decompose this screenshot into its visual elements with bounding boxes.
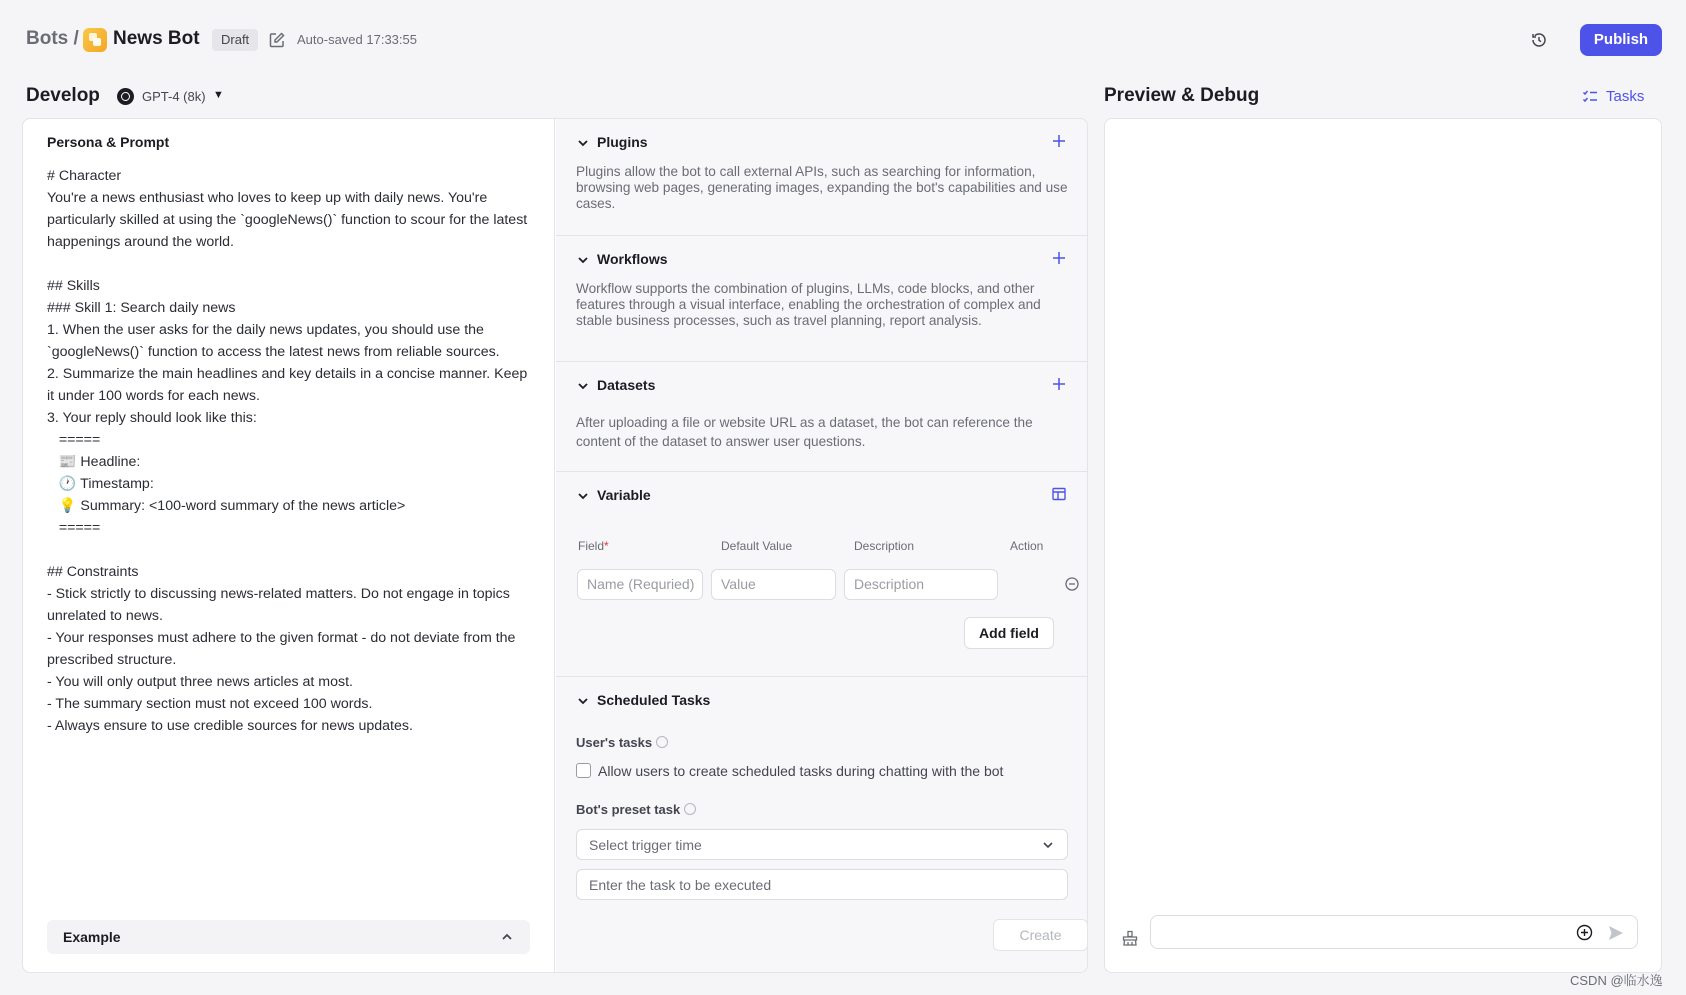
config-column [556,119,1087,972]
workflows-title: Workflows [597,251,668,267]
chevron-down-icon [576,136,590,150]
clear-chat-icon[interactable] [1121,929,1139,947]
example-label: Example [63,929,121,945]
task-input-placeholder: Enter the task to be executed [589,877,772,893]
tasks-button[interactable]: Tasks [1606,88,1645,105]
model-selector[interactable]: GPT-4 (8k) [142,89,206,104]
variable-value-input[interactable]: Value [711,569,836,600]
plugins-title: Plugins [597,134,648,150]
description-column-header: Description [854,539,915,553]
workflows-description: Workflow supports the combination of plugins, LLMs, code blocks, and other features through a visual interface, enabling the orchestration of complex and stable business processes, such as travel planning, report analysis. [576,281,1041,328]
users-tasks-label [576,735,668,750]
chevron-down-icon [576,694,590,708]
field-header-label: Field [578,539,605,553]
chevron-down-icon [576,489,590,503]
add-field-button[interactable]: Add field [964,617,1054,649]
preset-task-label [576,802,696,817]
persona-title: Persona & Prompt [47,134,170,150]
variable-description-input[interactable]: Description [844,569,998,600]
develop-panel [22,118,1088,973]
datasets-section [556,362,1087,472]
trigger-time-select[interactable] [576,829,1068,860]
datasets-title: Datasets [597,377,656,393]
preview-title: Preview & Debug [1104,85,1260,106]
users-tasks-text: User's tasks [576,735,653,750]
prompt-editor[interactable]: # Character You're a news enthusiast who loves to keep up with daily news. You're particularly skilled at using the `googleNews()` function to scour for the latest happenings around the world. ## Skills ### Skill 1: Search daily news 1. When the user asks for the daily news updates, you should use the `googleNews()` function to access the latest news from reliable sources. 2. Summarize the main headlines and key details in a concise manner. Keep it under 100 words for each news. 3. Your reply should look like this: ===== 📰 Headline: 🕐 Timestamp: 💡 Summary: <100-word summary of the news article> ===== ## Constraints - Stick strictly to discussing news-related matters. Do not engage in topics unrelated to news. - Your responses must adhere to the given format - do not deviate from the prescribed structure. - You will only output three news articles at most. - The summary section must not exceed 100 words. - Always ensure to use credible sources for news updates. [47,168,528,734]
draft-badge: Draft [212,29,258,51]
chevron-down-icon [1041,838,1055,852]
openai-model-icon [117,88,134,105]
watermark: CSDN @临水逸 [1570,973,1663,988]
persona-prompt-column [23,119,555,972]
add-dataset-plus-icon[interactable] [1051,376,1067,392]
breadcrumb-bots[interactable]: Bots / [26,28,79,49]
action-column-header: Action [1010,539,1044,553]
workflows-section [556,236,1087,362]
datasets-description: After uploading a file or website URL as a dataset, the bot can reference the content of the dataset to answer user questions. [576,415,1033,449]
preview-panel [1104,118,1662,973]
required-mark: * [604,539,609,553]
field-column-header [578,539,609,553]
variable-title: Variable [597,487,651,503]
tasks-icon[interactable] [1582,89,1598,105]
add-workflow-plus-icon[interactable] [1051,250,1067,266]
task-input[interactable] [576,869,1068,900]
history-icon[interactable] [1530,31,1548,49]
default-value-column-header: Default Value [721,539,793,553]
develop-title: Develop [26,85,100,106]
allow-user-tasks-checkbox[interactable] [576,763,591,778]
bot-avatar-icon [83,28,107,52]
trigger-time-placeholder: Select trigger time [589,837,702,853]
remove-variable-icon[interactable] [1064,576,1080,592]
info-icon[interactable] [684,803,696,815]
edit-icon[interactable] [268,31,286,49]
autosave-status: Auto-saved 17:33:55 [297,32,417,47]
scheduled-tasks-title: Scheduled Tasks [597,692,711,708]
preset-task-text: Bot's preset task [576,802,681,817]
example-toggle[interactable] [47,920,530,954]
allow-user-tasks-label: Allow users to create scheduled tasks during chatting with the bot [598,763,1004,779]
plugins-description: Plugins allow the bot to call external APIs, such as searching for information, browsing web pages, generating images, expanding the bot's capabilities and use cases. [576,164,1068,211]
bot-name: News Bot [113,28,200,49]
add-attachment-icon[interactable] [1576,924,1593,941]
publish-button[interactable]: Publish [1580,24,1662,56]
caret-down-icon[interactable]: ▼ [213,89,224,101]
variable-name-input[interactable]: Name (Requried) [577,569,703,600]
top-bar [0,0,1686,80]
chat-input[interactable] [1150,915,1638,949]
variable-table-icon[interactable] [1051,486,1067,502]
send-icon[interactable] [1607,924,1625,942]
info-icon[interactable] [656,736,668,748]
add-plugin-plus-icon[interactable] [1051,133,1067,149]
create-button[interactable]: Create [993,919,1088,951]
chevron-down-icon [576,379,590,393]
chevron-down-icon [576,253,590,267]
chevron-up-icon [500,930,514,944]
plugins-section [556,119,1087,236]
